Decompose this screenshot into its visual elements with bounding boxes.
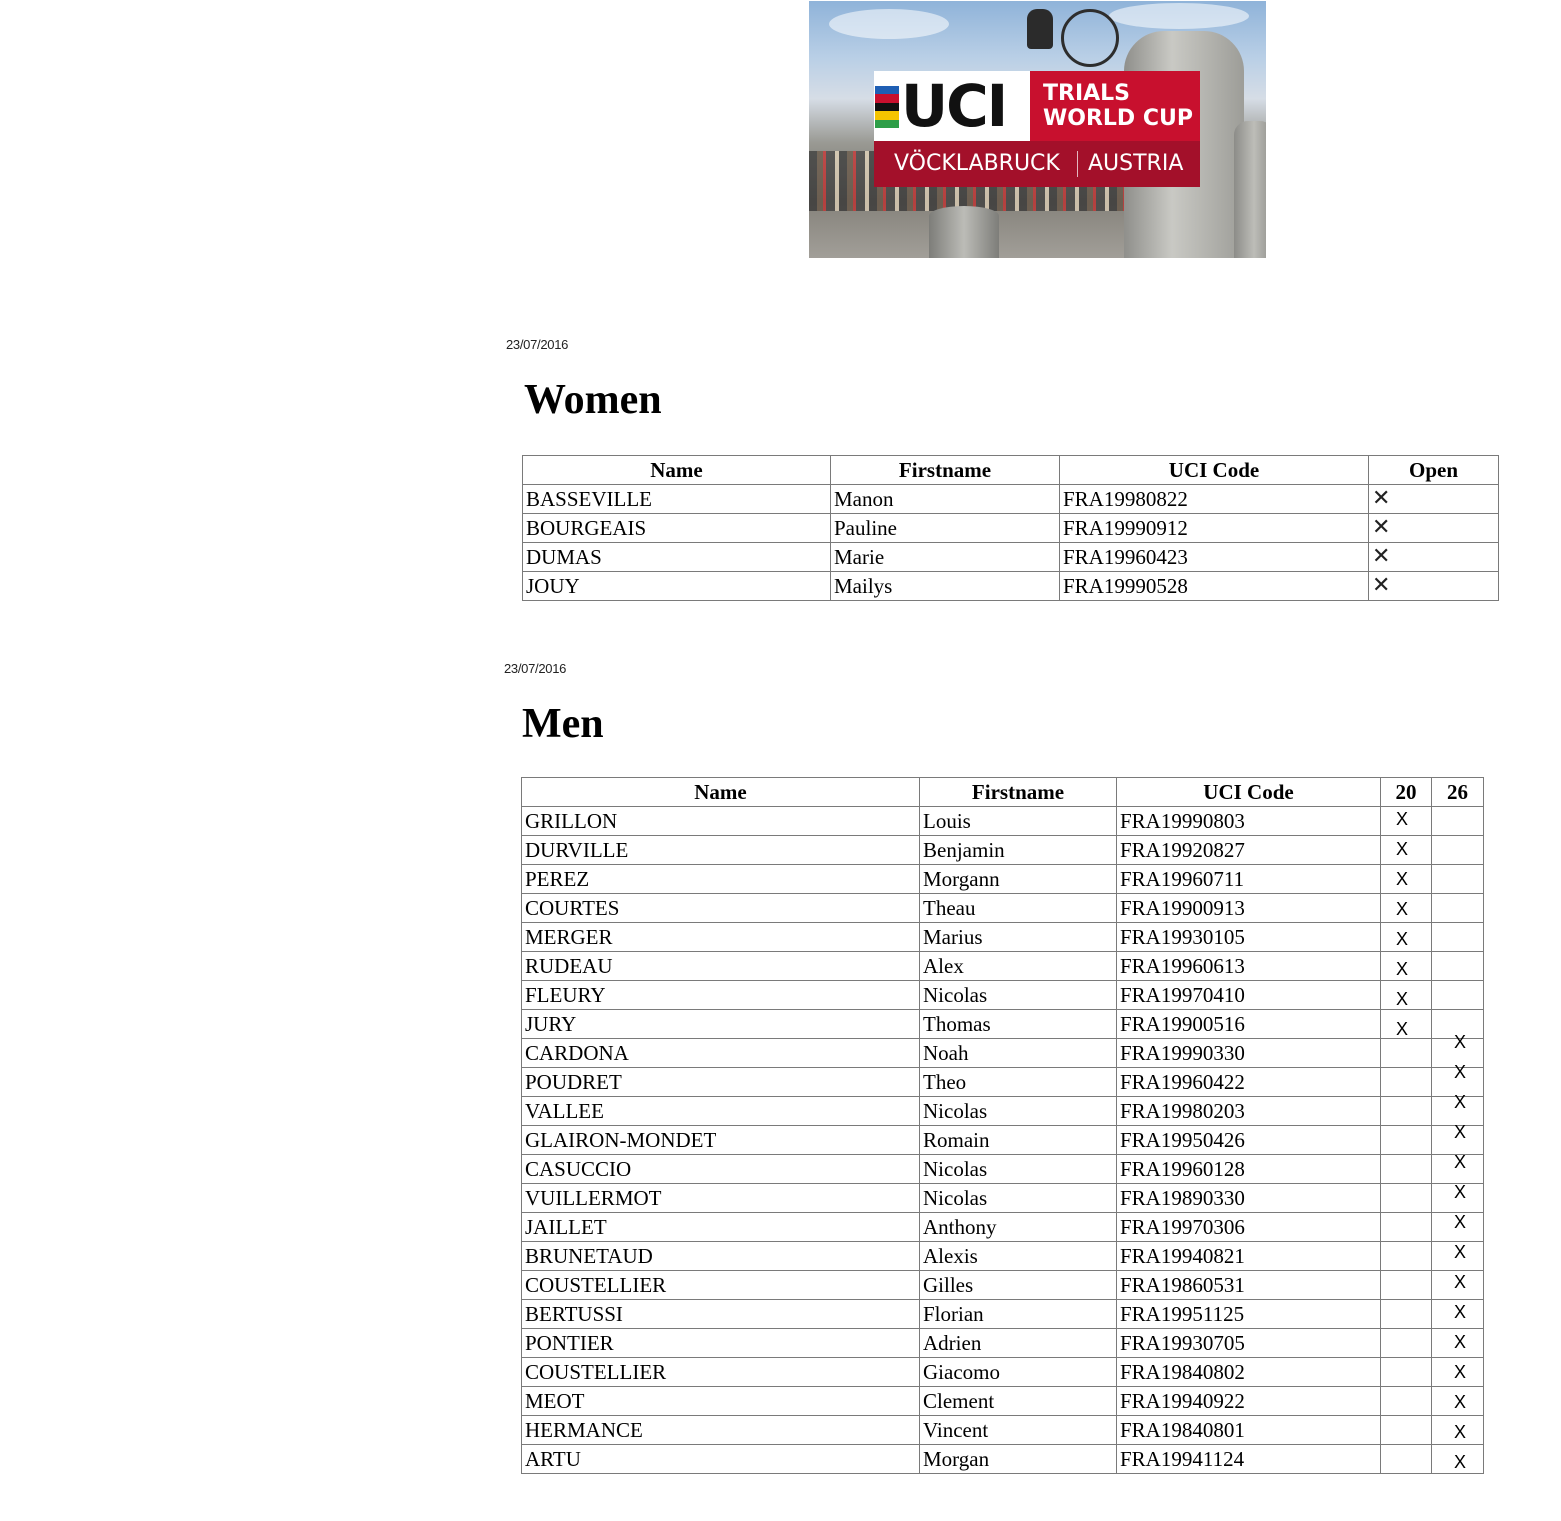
cell-category-20 bbox=[1381, 923, 1432, 952]
cell-name: PEREZ bbox=[522, 865, 920, 894]
cell-firstname: Alexis bbox=[920, 1242, 1117, 1271]
cell-firstname: Alex bbox=[920, 952, 1117, 981]
cell-firstname: Vincent bbox=[920, 1416, 1117, 1445]
category-20-mark: X bbox=[1396, 839, 1409, 859]
category-20-mark: X bbox=[1396, 869, 1409, 889]
men-table bbox=[521, 777, 1484, 1474]
column-header-category-20: 20 bbox=[1381, 778, 1432, 807]
cell-category-20 bbox=[1381, 1097, 1432, 1126]
cell-name: VALLEE bbox=[522, 1097, 920, 1126]
cell-firstname: Adrien bbox=[920, 1329, 1117, 1358]
cell-name: BASSEVILLE bbox=[523, 485, 831, 514]
category-26-mark: X bbox=[1454, 1332, 1467, 1352]
column-header-firstname: Firstname bbox=[920, 778, 1117, 807]
table-row bbox=[522, 1213, 1484, 1242]
category-20-mark: X bbox=[1396, 899, 1409, 919]
cell-category-26 bbox=[1432, 836, 1484, 865]
cell-uci-code: FRA19860531 bbox=[1117, 1271, 1381, 1300]
table-row bbox=[522, 1155, 1484, 1184]
cell-name: CARDONA bbox=[522, 1039, 920, 1068]
category-20-mark: X bbox=[1396, 809, 1409, 829]
banner-rider bbox=[1027, 9, 1053, 49]
category-26-mark: X bbox=[1454, 1182, 1467, 1202]
category-26-mark: X bbox=[1454, 1152, 1467, 1172]
cell-uci-code: FRA19980822 bbox=[1060, 485, 1369, 514]
category-26-mark: X bbox=[1454, 1422, 1467, 1442]
table-row bbox=[522, 865, 1484, 894]
cell-uci-code: FRA19940922 bbox=[1117, 1387, 1381, 1416]
table-row bbox=[522, 923, 1484, 952]
cell-category-26 bbox=[1432, 1152, 1484, 1184]
category-26-mark: X bbox=[1454, 1302, 1467, 1322]
women-date: 23/07/2016 bbox=[506, 337, 569, 352]
cell-firstname: Nicolas bbox=[920, 981, 1117, 1010]
cell-firstname: Morgan bbox=[920, 1445, 1117, 1474]
category-20-mark: X bbox=[1396, 1019, 1409, 1039]
cell-uci-code: FRA19840802 bbox=[1117, 1358, 1381, 1387]
cell-name: DUMAS bbox=[523, 543, 831, 572]
cell-category-20 bbox=[1381, 1445, 1432, 1474]
cell-firstname: Romain bbox=[920, 1126, 1117, 1155]
cell-uci-code: FRA19890330 bbox=[1117, 1184, 1381, 1213]
cell-name: COURTES bbox=[522, 894, 920, 923]
cell-firstname: Marie bbox=[831, 543, 1060, 572]
cell-category-20 bbox=[1381, 981, 1432, 1010]
cell-category-20 bbox=[1381, 1184, 1432, 1213]
table-row bbox=[522, 1068, 1484, 1097]
cell-firstname: Nicolas bbox=[920, 1155, 1117, 1184]
cell-name: RUDEAU bbox=[522, 952, 920, 981]
cell-name: BOURGEAIS bbox=[523, 514, 831, 543]
cell-uci-code: FRA19990803 bbox=[1117, 807, 1381, 836]
cell-name: BERTUSSI bbox=[522, 1300, 920, 1329]
cell-name: COUSTELLIER bbox=[522, 1358, 920, 1387]
cell-category-20 bbox=[1381, 1387, 1432, 1416]
cell-category-20 bbox=[1381, 894, 1432, 923]
cell-uci-code: FRA19941124 bbox=[1117, 1445, 1381, 1474]
table-row bbox=[522, 1271, 1484, 1300]
cell-category-26 bbox=[1432, 952, 1484, 981]
cell-open bbox=[1369, 485, 1499, 514]
cell-category-20 bbox=[1381, 1068, 1432, 1097]
category-20-mark: X bbox=[1396, 989, 1409, 1009]
category-26-mark: X bbox=[1454, 1362, 1467, 1382]
event-banner bbox=[809, 1, 1266, 258]
cell-category-26 bbox=[1432, 923, 1484, 952]
cell-firstname: Noah bbox=[920, 1039, 1117, 1068]
cell-category-20 bbox=[1381, 836, 1432, 865]
checkmark-x-icon: ✕ bbox=[1372, 544, 1391, 569]
cell-uci-code: FRA19960422 bbox=[1117, 1068, 1381, 1097]
table-row bbox=[522, 981, 1484, 1010]
cell-uci-code: FRA19900516 bbox=[1117, 1010, 1381, 1039]
cell-uci-code: FRA19960711 bbox=[1117, 865, 1381, 894]
checkmark-x-icon: ✕ bbox=[1372, 486, 1391, 511]
cell-uci-code: FRA19960613 bbox=[1117, 952, 1381, 981]
banner-concrete-pillar bbox=[1234, 121, 1266, 258]
cell-uci-code: FRA19960128 bbox=[1117, 1155, 1381, 1184]
table-row bbox=[522, 1039, 1484, 1068]
cell-uci-code: FRA19990912 bbox=[1060, 514, 1369, 543]
checkmark-x-icon: ✕ bbox=[1372, 515, 1391, 540]
table-row bbox=[522, 1358, 1484, 1387]
cell-name: JAILLET bbox=[522, 1213, 920, 1242]
cell-open bbox=[1369, 543, 1499, 572]
cell-firstname: Theo bbox=[920, 1068, 1117, 1097]
column-header-category-26: 26 bbox=[1432, 778, 1484, 807]
cell-category-20 bbox=[1381, 1213, 1432, 1242]
logo-city: VÖCKLABRUCK bbox=[894, 151, 1060, 176]
category-26-mark: X bbox=[1454, 1092, 1467, 1112]
cell-category-20 bbox=[1381, 1039, 1432, 1068]
cell-firstname: Marius bbox=[920, 923, 1117, 952]
category-20-mark: X bbox=[1396, 959, 1409, 979]
cell-category-26 bbox=[1432, 1242, 1484, 1271]
category-26-mark: X bbox=[1454, 1062, 1467, 1082]
banner-bike-wheel bbox=[1061, 9, 1119, 67]
table-row bbox=[522, 807, 1484, 836]
cell-uci-code: FRA19930705 bbox=[1117, 1329, 1381, 1358]
cell-category-26 bbox=[1432, 1122, 1484, 1155]
cell-name: CASUCCIO bbox=[522, 1155, 920, 1184]
banner-cloud bbox=[1109, 3, 1249, 29]
cell-uci-code: FRA19990528 bbox=[1060, 572, 1369, 601]
table-row bbox=[522, 1010, 1484, 1039]
category-26-mark: X bbox=[1454, 1392, 1467, 1412]
cell-firstname: Theau bbox=[920, 894, 1117, 923]
cell-firstname: Giacomo bbox=[920, 1358, 1117, 1387]
cell-firstname: Benjamin bbox=[920, 836, 1117, 865]
cell-category-20 bbox=[1381, 1300, 1432, 1329]
checkmark-x-icon: ✕ bbox=[1372, 573, 1391, 598]
table-row bbox=[522, 1300, 1484, 1329]
cell-name: HERMANCE bbox=[522, 1416, 920, 1445]
cell-firstname: Mailys bbox=[831, 572, 1060, 601]
table-row bbox=[523, 572, 1499, 601]
women-heading: Women bbox=[524, 377, 662, 423]
column-header-uci-code: UCI Code bbox=[1060, 456, 1369, 485]
cell-firstname: Clement bbox=[920, 1387, 1117, 1416]
cell-category-26 bbox=[1432, 981, 1484, 1010]
table-row bbox=[522, 894, 1484, 923]
table-row bbox=[522, 1097, 1484, 1126]
category-26-mark: X bbox=[1454, 1242, 1467, 1262]
cell-firstname: Morgann bbox=[920, 865, 1117, 894]
column-header-name: Name bbox=[522, 778, 920, 807]
uci-logo-text: UCI bbox=[901, 72, 1007, 140]
cell-firstname: Florian bbox=[920, 1300, 1117, 1329]
logo-trials-text: TRIALS bbox=[1043, 81, 1131, 106]
cell-name: VUILLERMOT bbox=[522, 1184, 920, 1213]
cell-category-20 bbox=[1381, 1358, 1432, 1387]
cell-uci-code: FRA19940821 bbox=[1117, 1242, 1381, 1271]
table-row bbox=[522, 1126, 1484, 1155]
cell-uci-code: FRA19970410 bbox=[1117, 981, 1381, 1010]
cell-name: DURVILLE bbox=[522, 836, 920, 865]
cell-category-26 bbox=[1432, 1300, 1484, 1329]
cell-category-26 bbox=[1432, 1358, 1484, 1387]
category-26-mark: X bbox=[1454, 1122, 1467, 1142]
column-header-uci-code: UCI Code bbox=[1117, 778, 1381, 807]
cell-category-26 bbox=[1432, 1213, 1484, 1242]
cell-name: PONTIER bbox=[522, 1329, 920, 1358]
cell-firstname: Pauline bbox=[831, 514, 1060, 543]
cell-name: MERGER bbox=[522, 923, 920, 952]
table-row bbox=[522, 1184, 1484, 1213]
cell-category-26 bbox=[1432, 807, 1484, 836]
cell-name: GLAIRON-MONDET bbox=[522, 1126, 920, 1155]
cell-name: POUDRET bbox=[522, 1068, 920, 1097]
category-26-mark: X bbox=[1454, 1452, 1467, 1472]
cell-firstname: Gilles bbox=[920, 1271, 1117, 1300]
table-header-row bbox=[522, 778, 1484, 807]
cell-open bbox=[1369, 572, 1499, 601]
table-row bbox=[522, 1242, 1484, 1271]
cell-name: ARTU bbox=[522, 1445, 920, 1474]
cell-firstname: Nicolas bbox=[920, 1184, 1117, 1213]
cell-category-20 bbox=[1381, 865, 1432, 894]
cell-category-26 bbox=[1432, 1329, 1484, 1358]
table-row bbox=[522, 836, 1484, 865]
banner-cloud bbox=[829, 9, 949, 39]
men-heading: Men bbox=[522, 701, 604, 747]
cell-category-20 bbox=[1381, 1416, 1432, 1445]
cell-uci-code: FRA19960423 bbox=[1060, 543, 1369, 572]
cell-firstname: Nicolas bbox=[920, 1097, 1117, 1126]
cell-firstname: Anthony bbox=[920, 1213, 1117, 1242]
cell-uci-code: FRA19990330 bbox=[1117, 1039, 1381, 1068]
cell-uci-code: FRA19951125 bbox=[1117, 1300, 1381, 1329]
cell-category-26 bbox=[1432, 1184, 1484, 1213]
cell-name: MEOT bbox=[522, 1387, 920, 1416]
table-row bbox=[522, 1416, 1484, 1445]
cell-category-20 bbox=[1381, 1126, 1432, 1155]
cell-uci-code: FRA19950426 bbox=[1117, 1126, 1381, 1155]
uci-rainbow-stripes bbox=[875, 86, 899, 128]
cell-uci-code: FRA19980203 bbox=[1117, 1097, 1381, 1126]
men-date: 23/07/2016 bbox=[504, 661, 567, 676]
cell-firstname: Manon bbox=[831, 485, 1060, 514]
cell-open bbox=[1369, 514, 1499, 543]
cell-uci-code: FRA19920827 bbox=[1117, 836, 1381, 865]
logo-separator bbox=[1077, 151, 1078, 177]
category-26-mark: X bbox=[1454, 1032, 1467, 1052]
cell-firstname: Louis bbox=[920, 807, 1117, 836]
cell-firstname: Thomas bbox=[920, 1010, 1117, 1039]
cell-category-20 bbox=[1381, 1242, 1432, 1271]
cell-name: BRUNETAUD bbox=[522, 1242, 920, 1271]
cell-category-26 bbox=[1432, 894, 1484, 923]
cell-category-26 bbox=[1432, 1387, 1484, 1416]
cell-uci-code: FRA19900913 bbox=[1117, 894, 1381, 923]
cell-category-20 bbox=[1381, 1155, 1432, 1184]
logo-world-cup-text: WORLD CUP bbox=[1043, 106, 1193, 131]
cell-category-26 bbox=[1432, 1416, 1484, 1445]
cell-category-20 bbox=[1381, 807, 1432, 836]
logo-country: AUSTRIA bbox=[1088, 151, 1184, 176]
cell-name: JURY bbox=[522, 1010, 920, 1039]
cell-name: FLEURY bbox=[522, 981, 920, 1010]
cell-name: COUSTELLIER bbox=[522, 1271, 920, 1300]
table-row bbox=[522, 1329, 1484, 1358]
cell-category-20 bbox=[1381, 1271, 1432, 1300]
column-header-open: Open bbox=[1369, 456, 1499, 485]
cell-category-20 bbox=[1381, 1329, 1432, 1358]
column-header-firstname: Firstname bbox=[831, 456, 1060, 485]
cell-category-26 bbox=[1432, 1445, 1484, 1474]
cell-category-20 bbox=[1381, 952, 1432, 981]
table-row bbox=[523, 514, 1499, 543]
cell-name: GRILLON bbox=[522, 807, 920, 836]
cell-uci-code: FRA19970306 bbox=[1117, 1213, 1381, 1242]
cell-uci-code: FRA19930105 bbox=[1117, 923, 1381, 952]
women-table bbox=[522, 455, 1499, 601]
table-row bbox=[522, 1387, 1484, 1416]
cell-uci-code: FRA19840801 bbox=[1117, 1416, 1381, 1445]
category-26-mark: X bbox=[1454, 1212, 1467, 1232]
cell-category-26 bbox=[1432, 1271, 1484, 1300]
banner-obstacle bbox=[929, 206, 999, 258]
table-header-row bbox=[523, 456, 1499, 485]
cell-name: JOUY bbox=[523, 572, 831, 601]
table-row bbox=[523, 543, 1499, 572]
column-header-name: Name bbox=[523, 456, 831, 485]
cell-category-20 bbox=[1381, 1010, 1432, 1039]
cell-category-26 bbox=[1432, 865, 1484, 894]
table-row bbox=[522, 952, 1484, 981]
category-26-mark: X bbox=[1454, 1272, 1467, 1292]
table-row bbox=[523, 485, 1499, 514]
table-row bbox=[522, 1445, 1484, 1474]
category-20-mark: X bbox=[1396, 929, 1409, 949]
logo-location-bar bbox=[874, 141, 1200, 187]
